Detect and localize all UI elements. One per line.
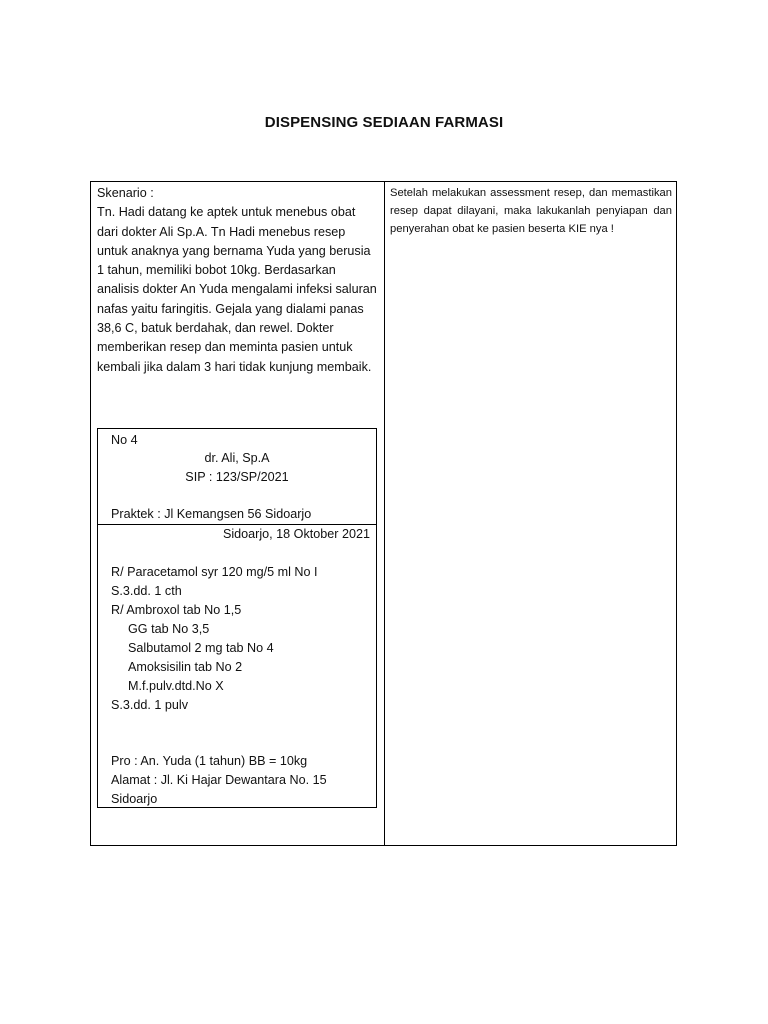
scenario-label: Skenario : bbox=[97, 186, 154, 200]
document-title: DISPENSING SEDIAAN FARMASI bbox=[264, 114, 504, 131]
prescription-box bbox=[97, 428, 377, 808]
patient-info: Pro : An. Yuda (1 tahun) BB = 10kg bbox=[111, 754, 308, 768]
prescription-item: Amoksisilin tab No 2 bbox=[128, 660, 243, 674]
prescription-item: R/ Ambroxol tab No 1,5 bbox=[111, 603, 242, 617]
patient-address: Alamat : Jl. Ki Hajar Dewantara No. 15 bbox=[111, 773, 327, 787]
prescription-item: R/ Paracetamol syr 120 mg/5 ml No I bbox=[111, 565, 318, 579]
scenario-text: Tn. Hadi datang ke aptek untuk menebus obat dari dokter Ali Sp.A. Tn Hadi menebus resep untuk anaknya yang bernama Yuda yang berusia 1 tahun, memiliki bobot 10kg. Berdasarkan analisis dokter An Yuda mengalami infeksi saluran nafas yaitu faringitis. Gejala yang dialami panas 38,6 C, batuk berdahak, dan rewel. Dokter memberikan resep dan meminta pasien untuk kembali jika dalam 3 hari tidak kunjung membaik. bbox=[97, 205, 377, 374]
prescription-place-date: Sidoarjo, 18 Oktober 2021 bbox=[222, 527, 370, 541]
scenario-cell bbox=[97, 184, 379, 377]
prescription-item: GG tab No 3,5 bbox=[128, 622, 210, 636]
instruction-text: Setelah melakukan assessment resep, dan memastikan resep dapat dilayani, maka lakukanlah penyiapan dan penyerahan obat ke pasien beserta KIE nya ! bbox=[390, 187, 672, 235]
patient-city: Sidoarjo bbox=[111, 792, 158, 806]
prescription-number: No 4 bbox=[111, 433, 138, 447]
column-divider bbox=[384, 182, 385, 845]
prescription-item: S.3.dd. 1 pulv bbox=[111, 698, 189, 712]
instruction-cell bbox=[390, 184, 672, 238]
practice-address: Praktek : Jl Kemangsen 56 Sidoarjo bbox=[111, 507, 312, 521]
scenario-table bbox=[90, 181, 677, 846]
prescription-item: M.f.pulv.dtd.No X bbox=[128, 679, 224, 693]
doctor-sip: SIP : 123/SP/2021 bbox=[185, 470, 289, 484]
doctor-name: dr. Ali, Sp.A bbox=[204, 451, 270, 465]
prescription-item: Salbutamol 2 mg tab No 4 bbox=[128, 641, 274, 655]
prescription-header bbox=[98, 429, 376, 524]
prescription-item: S.3.dd. 1 cth bbox=[111, 584, 182, 598]
